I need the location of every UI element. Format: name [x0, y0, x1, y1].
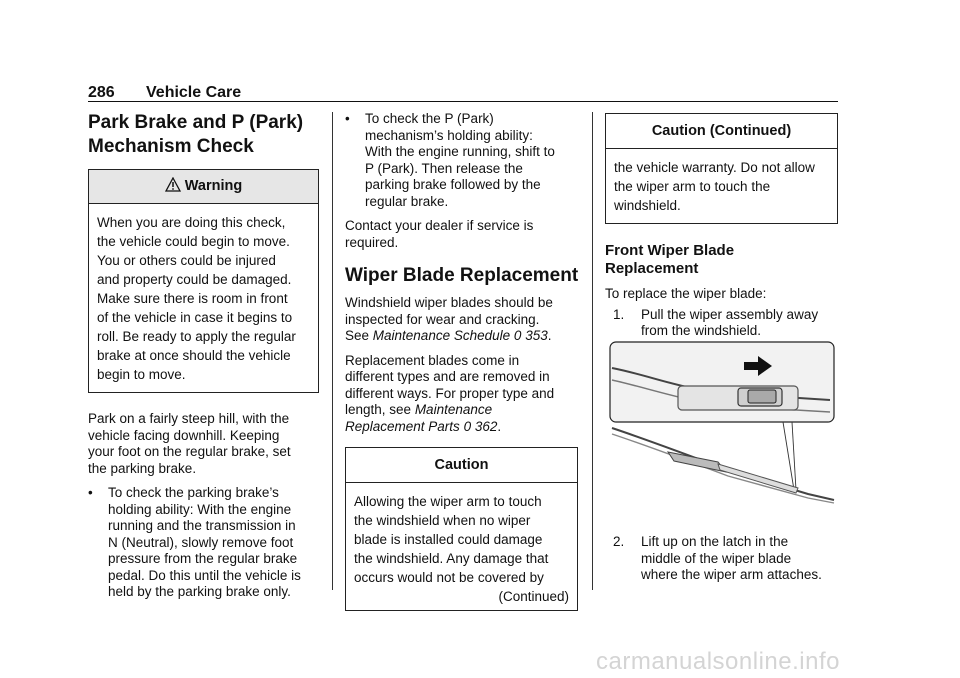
park-hill-paragraph: Park on a fairly steep hill, with the vehicle facing downhill. Keeping your foot on the regular brake, set the parking brake. — [88, 411, 291, 476]
step-number: 1. — [613, 306, 625, 322]
column-1 — [88, 111, 320, 601]
warning-box — [88, 169, 319, 393]
page-reference[interactable]: 353 — [525, 328, 548, 343]
column-2 — [345, 111, 580, 611]
warning-triangle-icon — [165, 172, 181, 205]
maintenance-replacement-parts-link[interactable]: Maintenance — [414, 402, 493, 417]
intro-text: To replace the wiper blade: — [605, 286, 767, 301]
contact-dealer-paragraph: Contact your dealer if service is required. — [345, 218, 534, 250]
list-item: 2. Lift up on the latch in the middle of the wiper blade where the wiper arm attaches. — [613, 534, 822, 582]
maintenance-replacement-parts-link-cont[interactable]: Replacement Parts — [345, 418, 460, 434]
bullet-point: • — [88, 485, 93, 500]
wiper-inspect-paragraph: Windshield wiper blades should be inspected for wear and cracking. See Maintenance Schedule 0 353. — [345, 295, 553, 343]
maintenance-schedule-link[interactable]: Maintenance Schedule — [372, 328, 511, 343]
page-number: 286 — [88, 84, 115, 101]
caution-continued-header: Caution (Continued) — [606, 114, 837, 149]
wiper-illustration — [608, 340, 838, 510]
column-3 — [605, 113, 838, 340]
subsection-heading-front-wiper: Front Wiper Blade Replacement — [605, 242, 735, 277]
caution-text: Allowing the wiper arm to touch the windshield when no wiper blade is installed could damage the windshield. Any damage that occurs would not be covered by (Continued) — [354, 494, 569, 604]
replacement-blades-paragraph: Replacement blades come in different types and are removed in different ways. For proper type and length, see Maintenance Replacement Parts 0 362. — [345, 352, 555, 434]
column-divider-2 — [592, 112, 593, 590]
step-2 — [605, 534, 838, 584]
warning-header — [89, 170, 318, 204]
caution-continued-text: the vehicle warranty. Do not allow the wiper arm to touch the windshield. — [614, 160, 815, 213]
bullet-point: • — [345, 111, 350, 126]
page-reference-icon: 0 — [463, 418, 472, 434]
caution-header: Caution — [346, 448, 577, 483]
watermark: carmanualsonline.info — [596, 648, 840, 675]
list-item: • To check the parking brake’s holding ability: With the engine running and the transmission in N (Neutral), slowly remove foot pressure from the regular brake pedal. Do this until the vehicle is held by the parking brake only. — [88, 485, 301, 599]
warning-title: Warning — [184, 178, 243, 194]
column-divider-1 — [332, 112, 333, 590]
caution-continued-box — [605, 113, 838, 224]
section-heading-park-brake: Park Brake and P (Park) Mechanism Check — [88, 112, 304, 157]
header-rule — [88, 101, 838, 102]
page-reference-icon: 0 — [513, 328, 522, 343]
step-number: 2. — [613, 534, 625, 549]
list-item: • To check the P (Park) mechanism’s holding ability: With the engine running, shift to P (Park). Then release the parking brake followed by the regular brake. — [345, 111, 555, 209]
page-reference[interactable]: 362 — [474, 418, 498, 434]
list-item: 1. Pull the wiper assembly away from the windshield. — [613, 306, 819, 338]
section-title: Vehicle Care — [146, 84, 242, 101]
caution-box — [345, 447, 578, 611]
continued-label: (Continued) — [498, 589, 569, 604]
warning-text: When you are doing this check, the vehicle could begin to move. You or others could be injured and property could be damaged. Make sure there is room in front of the vehicle in case it begins to roll. Be ready to apply the regular brake at once should the vehicle begin to move. — [97, 215, 296, 382]
section-heading-wiper-blade: Wiper Blade Replacement — [345, 265, 579, 286]
